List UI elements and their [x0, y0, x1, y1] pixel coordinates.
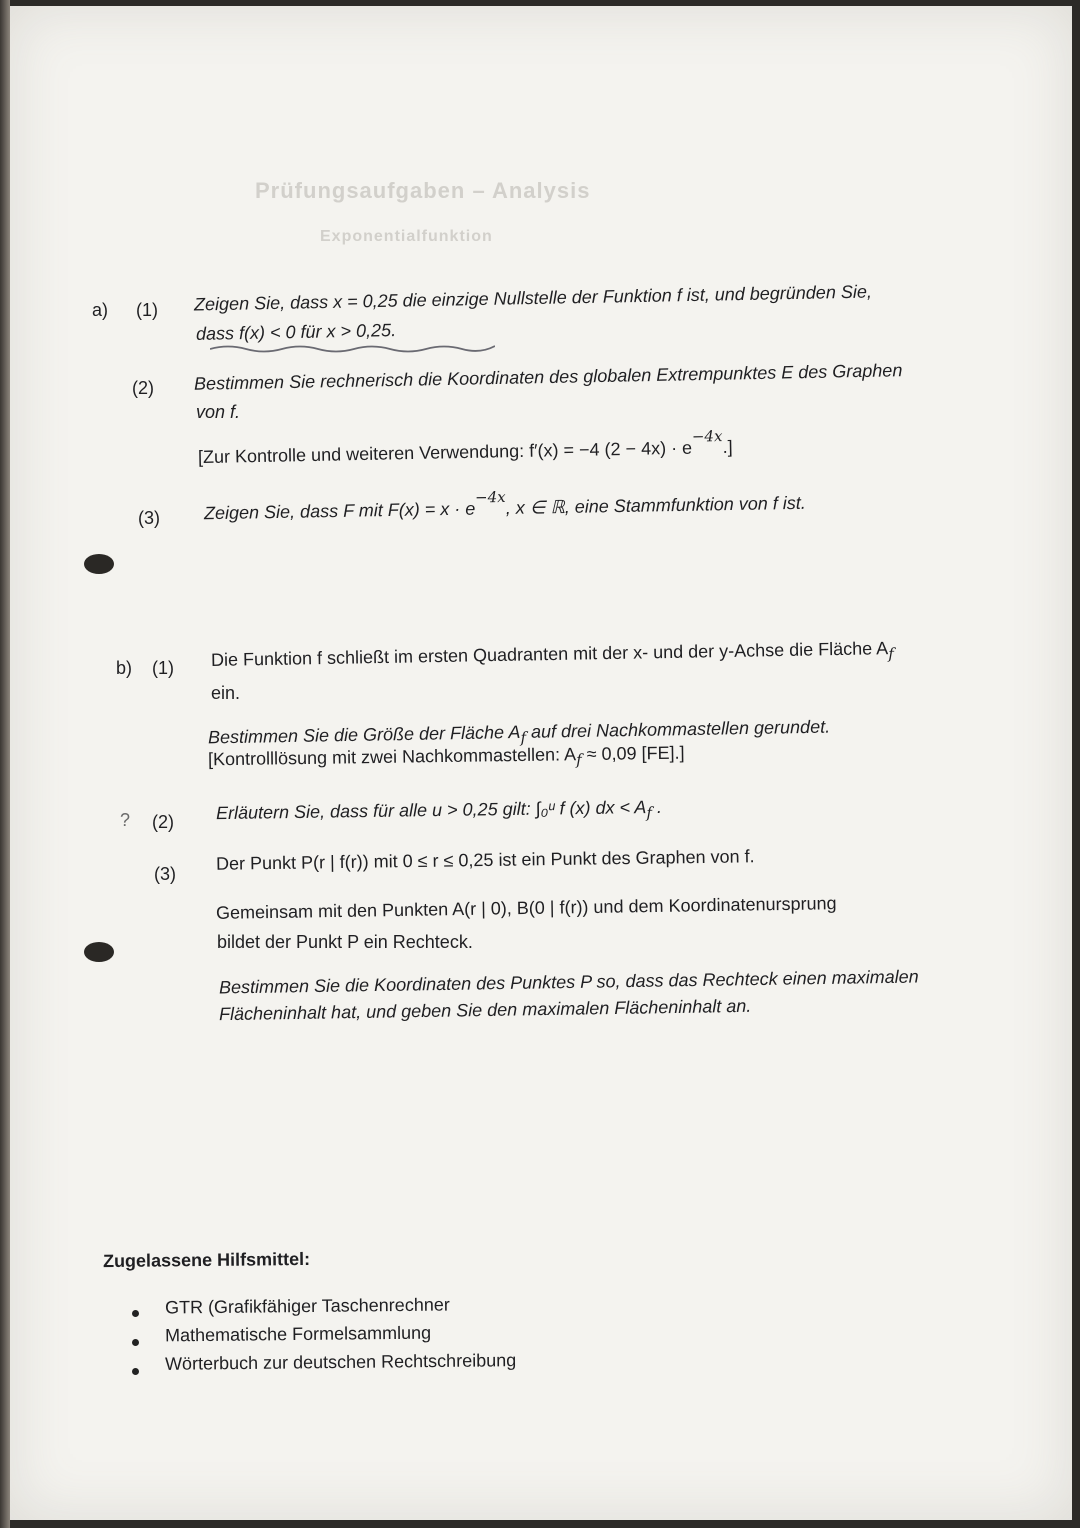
b3-number: (3): [154, 864, 176, 884]
a3-text-main: Zeigen Sie, dass F mit F(x) = x · e: [203, 498, 476, 524]
punch-hole: [84, 942, 114, 962]
hilfsmittel-title: Zugelassene Hilfsmittel:: [102, 1248, 311, 1272]
a3-number: (3): [138, 508, 160, 528]
b1-line4-text: [Kontrolllösung mit zwei Nachkommastellen: A: [207, 744, 577, 770]
a3-text-end: , x ∈ ℝ, eine Stammfunktion von f ist.: [505, 492, 807, 518]
a2-control-exponent: −4x: [691, 427, 723, 446]
b2-text-end: .: [651, 796, 663, 818]
b3-line2: Gemeinsam mit den Punkten A(r | 0), B(0 | f(r)) und dem Koordinatenursprung: [215, 893, 837, 923]
b1-line1-subscript: f: [888, 644, 895, 663]
part-b-label: b): [116, 658, 133, 678]
a2-number: (2): [132, 378, 154, 398]
b3-line4: Bestimmen Sie die Koordinaten des Punktes P so, dass das Rechteck einen maximalen: [218, 966, 919, 998]
b3-line5: Flächeninhalt hat, und geben Sie den maximalen Flächeninhalt an.: [218, 995, 752, 1025]
a2-line2: von f.: [196, 402, 241, 422]
a2-control-end: .]: [722, 436, 733, 458]
punch-hole: [84, 554, 114, 574]
a1-number: (1): [136, 300, 158, 320]
b2-text: [216, 795, 662, 831]
b1-line4-end: ≈ 0,09 [FE].]: [581, 742, 685, 765]
hilfsmittel-item: Mathematische Formelsammlung: [164, 1322, 432, 1346]
b1-line3-text: Bestimmen Sie die Größe der Fläche A: [207, 721, 521, 748]
b2-margin-mark: ?: [120, 810, 131, 830]
b2-number: (2): [152, 812, 174, 832]
bullet-icon: [132, 1310, 139, 1317]
b1-line3-subscript: f: [520, 728, 527, 747]
faint-header-subtitle: Exponentialfunktion: [320, 228, 493, 245]
b3-line3: bildet der Punkt P ein Rechteck.: [217, 932, 473, 952]
b2-subscript: f: [646, 803, 653, 822]
faint-header-title: Prüfungsaufgaben – Analysis: [255, 178, 591, 203]
b1-line4-subscript: f: [576, 750, 582, 769]
a1-line1: Zeigen Sie, dass x = 0,25 die einzige Nullstelle der Funktion f ist, und begründen Sie,: [193, 281, 873, 315]
a1-line2: dass f(x) < 0 für x > 0,25.: [195, 320, 397, 344]
b1-line2: ein.: [211, 683, 241, 703]
page-edge: [0, 0, 10, 1528]
bullet-icon: [132, 1368, 139, 1375]
hilfsmittel-item: GTR (Grafikfähiger Taschenrechner: [164, 1294, 450, 1318]
a2-control-main: [Zur Kontrolle und weiteren Verwendung: f′(x) = −4 (2 − 4x) · e: [197, 437, 693, 468]
b1-line1-text: Die Funktion f schließt im ersten Quadranten mit der x- und der y-Achse die Fläche A: [210, 638, 889, 670]
hilfsmittel-item: Wörterbuch zur deutschen Rechtschreibung: [164, 1350, 517, 1374]
part-a-label: a): [92, 300, 109, 320]
b1-line3-end: auf drei Nachkommastellen gerundet.: [525, 716, 831, 742]
underline-mark: [210, 344, 495, 354]
a2-line1: Bestimmen Sie rechnerisch die Koordinaten des globalen Extrempunktes E des Graphen: [193, 360, 903, 394]
bullet-icon: [132, 1339, 139, 1346]
b2-text-main: Erläutern Sie, dass für alle u > 0,25 gilt: ∫₀ᵘ f (x) dx < A: [215, 797, 647, 824]
b3-line1: Der Punkt P(r | f(r)) mit 0 ≤ r ≤ 0,25 ist ein Punkt des Graphen von f.: [215, 846, 755, 874]
b1-number: (1): [152, 658, 174, 678]
a3-exponent: −4x: [474, 487, 506, 507]
